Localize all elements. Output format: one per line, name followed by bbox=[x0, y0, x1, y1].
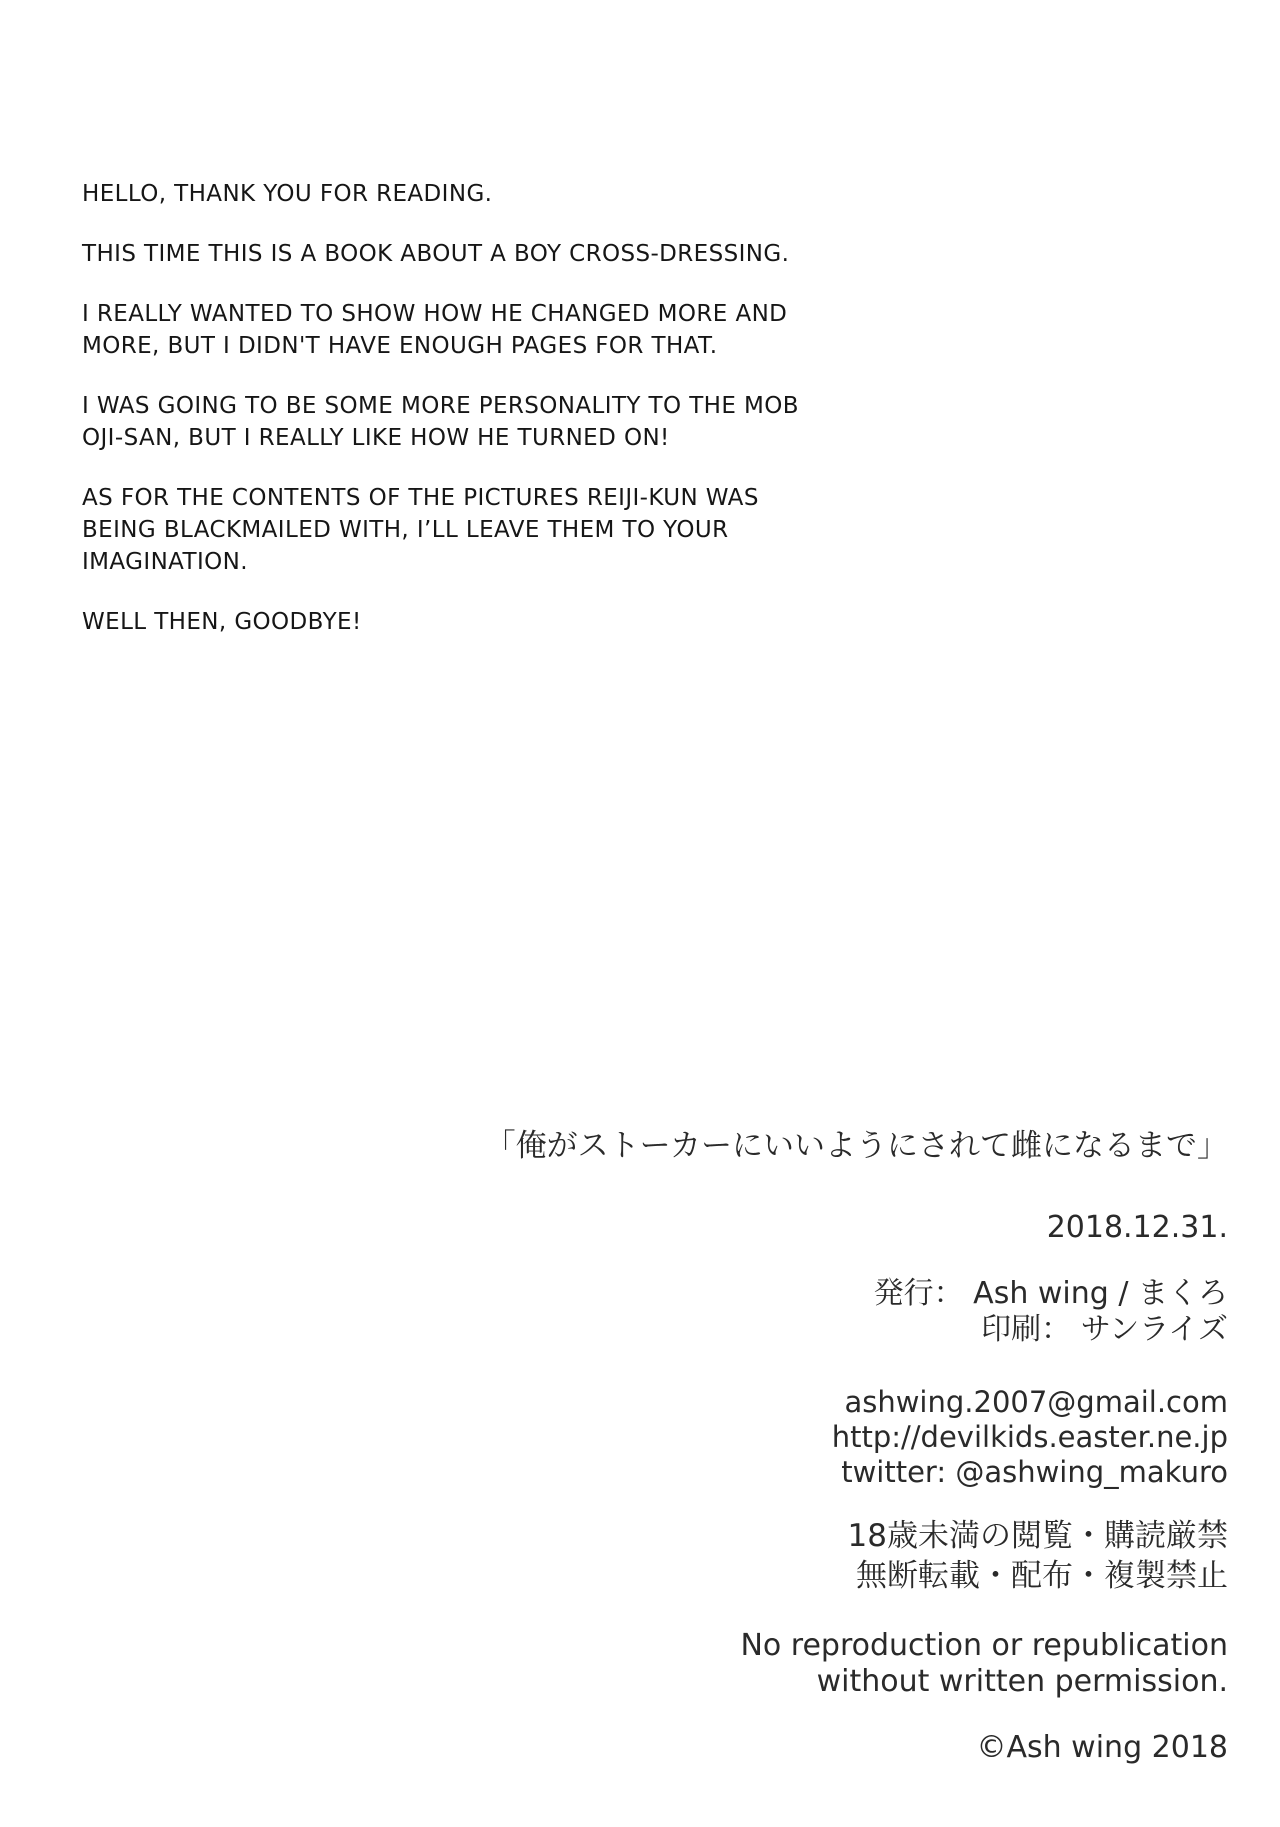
afterword-line: BEING BLACKMAILED WITH, I’LL LEAVE THEM TO YOUR bbox=[82, 517, 729, 543]
afterword-paragraph bbox=[82, 482, 799, 578]
printer-line: 印刷： サンライズ bbox=[981, 1312, 1228, 1347]
afterword-line: I REALLY WANTED TO SHOW HOW HE CHANGED MORE AND bbox=[82, 301, 788, 327]
afterword-line: WELL THEN, GOODBYE! bbox=[82, 609, 362, 635]
afterword-paragraph bbox=[82, 390, 799, 454]
afterword-line: I WAS GOING TO BE SOME MORE PERSONALITY TO THE MOB bbox=[82, 393, 799, 419]
afterword-line: OJI-SAN, BUT I REALLY LIKE HOW HE TURNED ON! bbox=[82, 425, 670, 451]
contact-info bbox=[485, 1385, 1228, 1490]
afterword-paragraph bbox=[82, 606, 799, 638]
publishing-info bbox=[485, 1276, 1228, 1348]
copyright-notice: ©Ash wing 2018 bbox=[976, 1730, 1228, 1765]
twitter-handle: twitter: @ashwing_makuro bbox=[841, 1455, 1228, 1489]
afterword-paragraph bbox=[82, 238, 799, 270]
afterword-paragraph bbox=[82, 178, 799, 210]
colophon-block bbox=[485, 1126, 1228, 1766]
book-title: 「俺がストーカーにいいようにされて雌になるまで」 bbox=[484, 1128, 1228, 1164]
age-restriction-notice: 18歳未満の閲覧・購読厳禁 bbox=[847, 1518, 1228, 1554]
publisher-line: 発行： Ash wing / まくろ bbox=[873, 1276, 1228, 1311]
afterword-line: IMAGINATION. bbox=[82, 549, 248, 575]
website-url: http://devilkids.easter.ne.jp bbox=[831, 1420, 1228, 1454]
afterword-line: AS FOR THE CONTENTS OF THE PICTURES REIJI-KUN WAS bbox=[82, 485, 759, 511]
no-reproduction-notice-jp: 無断転載・配布・複製禁止 bbox=[856, 1558, 1228, 1594]
afterword-line: MORE, BUT I DIDN'T HAVE ENOUGH PAGES FOR THAT. bbox=[82, 333, 718, 359]
notice-english bbox=[485, 1628, 1228, 1700]
publication-date: 2018.12.31. bbox=[1046, 1210, 1228, 1245]
afterword-line: HELLO, THANK YOU FOR READING. bbox=[82, 181, 493, 207]
afterword-text-block bbox=[82, 178, 799, 666]
afterword-line: THIS TIME THIS IS A BOOK ABOUT A BOY CROSS-DRESSING. bbox=[82, 241, 790, 267]
afterword-paragraph bbox=[82, 298, 799, 362]
no-reproduction-notice-en-line1: No reproduction or republication bbox=[740, 1628, 1228, 1663]
email-address: ashwing.2007@gmail.com bbox=[844, 1385, 1228, 1419]
notice-japanese bbox=[485, 1516, 1228, 1596]
no-reproduction-notice-en-line2: without written permission. bbox=[816, 1664, 1228, 1699]
